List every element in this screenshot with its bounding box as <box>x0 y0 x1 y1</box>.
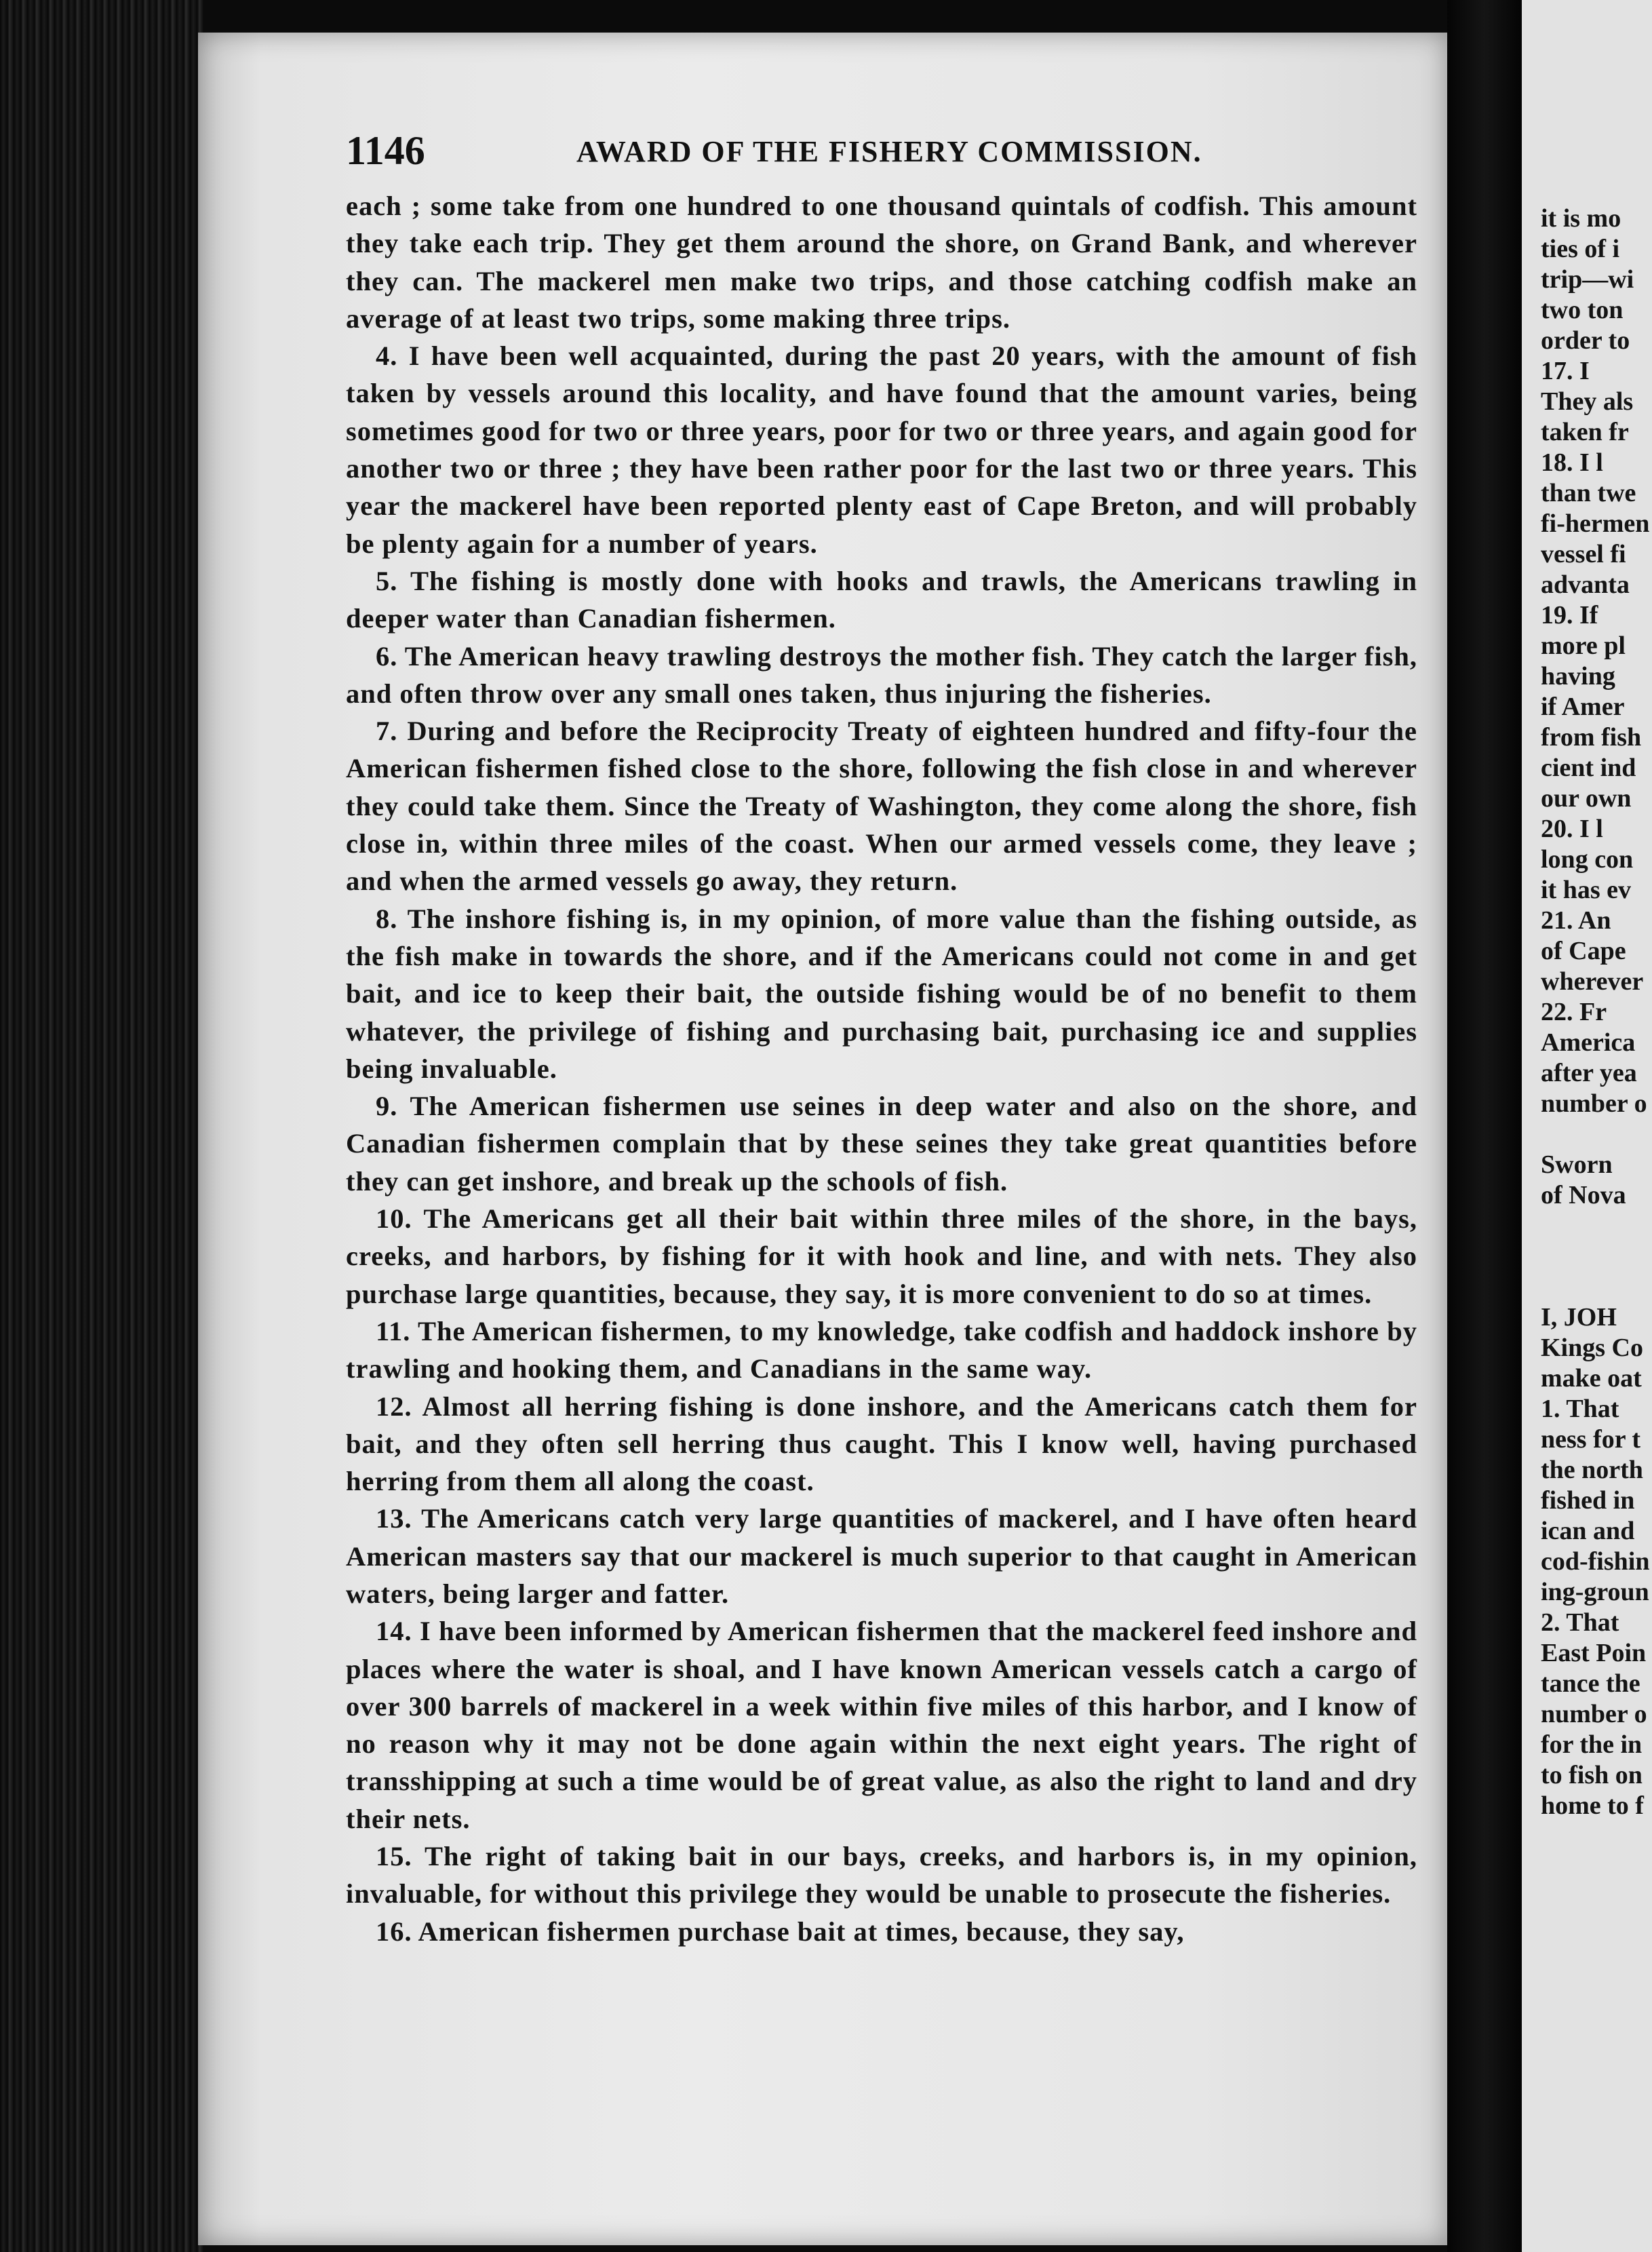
facing-line: 19. If <box>1541 601 1598 629</box>
facing-line: for the in <box>1541 1730 1643 1759</box>
facing-line: ness for t <box>1541 1425 1641 1454</box>
facing-line <box>1541 1119 1652 1150</box>
facing-page-fragment <box>1522 0 1652 2252</box>
facing-line: 21. An <box>1541 906 1611 935</box>
facing-line: tance the <box>1541 1669 1640 1698</box>
facing-page-text <box>1541 203 1652 1821</box>
facing-line: it is mo <box>1541 204 1621 233</box>
paragraph-10: 10. The Americans get all their bait within three miles of the shore, in the bays, creeks, and harbors, by fishing for it with hook and line, and with nets. They also purchase large quantities, because, they say, it is more convenient to do so at times. <box>346 1203 1417 1309</box>
facing-line: number o <box>1541 1700 1647 1728</box>
facing-line: fi-hermen <box>1541 509 1650 538</box>
facing-line: order to <box>1541 326 1630 355</box>
paragraph-5: 5. The fishing is mostly done with hooks and trawls, the Americans trawling in deeper water than Canadian fishermen. <box>346 565 1417 634</box>
facing-line: of Nova <box>1541 1181 1626 1209</box>
book-page <box>198 33 1447 2245</box>
paragraph-6: 6. The American heavy trawling destroys the mother fish. They catch the larger fish, and often throw over any small ones taken, thus injuring the fisheries. <box>346 640 1417 709</box>
facing-line <box>1541 1211 1652 1241</box>
facing-line: after yea <box>1541 1059 1637 1087</box>
facing-line: East Poin <box>1541 1639 1647 1667</box>
paragraph-13: 13. The Americans catch very large quantities of mackerel, and I have often heard American masters say that our mackerel is much superior to that caught in American waters, being larger and fatter. <box>346 1503 1417 1609</box>
facing-line: America <box>1541 1028 1636 1057</box>
facing-line: 20. I l <box>1541 815 1603 843</box>
facing-line: taken fr <box>1541 418 1629 446</box>
facing-line: Sworn <box>1541 1150 1613 1179</box>
facing-line: wherever <box>1541 967 1644 996</box>
facing-line: the north <box>1541 1456 1643 1484</box>
facing-line: They als <box>1541 387 1634 416</box>
facing-line <box>1541 1241 1652 1272</box>
facing-line: ing-groun <box>1541 1578 1649 1606</box>
page-body-text <box>346 187 1417 1950</box>
page-number: 1146 <box>346 128 425 173</box>
facing-line: 2. That <box>1541 1608 1619 1637</box>
facing-line: advanta <box>1541 570 1630 599</box>
running-title: AWARD OF THE FISHERY COMMISSION. <box>576 135 1202 168</box>
facing-line <box>1541 1272 1652 1302</box>
paragraph-12: 12. Almost all herring fishing is done inshore, and the Americans catch them for bait, and they often sell herring thus caught. This I know well, having purchased herring from them all along the coast. <box>346 1391 1417 1497</box>
facing-line: vessel fi <box>1541 540 1626 568</box>
paragraph-7: 7. During and before the Reciprocity Treaty of eighteen hundred and fifty-four the American fishermen fished close to the shore, following the fish close in and wherever they could take them. Since the Treaty of Washington, they come along the shore, fish close in, within three miles of the coast. When our armed vessels come, they leave ; and when the armed vessels go away, they return. <box>346 716 1417 897</box>
paragraph-14: 14. I have been informed by American fishermen that the mackerel feed inshore and places where the water is shoal, and I have known American vessels catch a cargo of over 300 barrels of mackerel in a week within five miles of this harbor, and I know of no reason why it may not be done again within the next eight years. The right of transshipping at such a time would be of great value, as also the right to land and dry their nets. <box>346 1616 1417 1834</box>
paragraph-11: 11. The American fishermen, to my knowledge, take codfish and haddock inshore by trawling and hooking them, and Canadians in the same way. <box>346 1315 1417 1384</box>
facing-line: our own <box>1541 784 1632 813</box>
page-gutter-shadow <box>1447 0 1522 2252</box>
facing-line: trip—wi <box>1541 265 1634 294</box>
facing-line: ican and <box>1541 1517 1635 1545</box>
paragraph-4: 4. I have been well acquainted, during the past 20 years, with the amount of fish taken by vessels around this locality, and have found that the amount varies, being sometimes good for two or three years, poor for two or three years, and again good for another two or three ; they have been rather poor for the last two or three years. This year the mackerel have been reported plenty east of Cape Breton, and will probably be plenty again for a number of years. <box>346 341 1417 559</box>
facing-line: if Amer <box>1541 693 1625 721</box>
facing-line: from fish <box>1541 723 1642 752</box>
facing-line: 22. Fr <box>1541 998 1607 1026</box>
facing-line: number o <box>1541 1089 1647 1118</box>
paragraph-16: 16. American fishermen purchase bait at times, because, they say, <box>376 1916 1185 1947</box>
facing-line: 17. I <box>1541 357 1590 385</box>
facing-line: cient ind <box>1541 754 1636 782</box>
facing-line: 18. I l <box>1541 448 1603 477</box>
facing-line: ties of i <box>1541 235 1620 263</box>
facing-line: more pl <box>1541 632 1626 660</box>
facing-line: of Cape <box>1541 937 1626 965</box>
book-binding-edge <box>0 0 203 2252</box>
facing-line: 1. That <box>1541 1395 1619 1423</box>
facing-line: cod-fishin <box>1541 1547 1650 1576</box>
facing-line: long con <box>1541 845 1634 874</box>
paragraph-9: 9. The American fishermen use seines in deep water and also on the shore, and Canadian fishermen complain that by these seines they take great quantities before they can get inshore, and break up the schools of fish. <box>346 1091 1417 1197</box>
facing-line: two ton <box>1541 296 1624 324</box>
facing-line: Kings Co <box>1541 1334 1643 1362</box>
paragraph-8: 8. The inshore fishing is, in my opinion, of more value than the fishing outside, as the fish make in towards the shore, and if the Americans could not come in and get bait, and ice to keep their bait, the outside fishing would be of no benefit to them whatever, the privilege of fishing and purchasing bait, purchasing ice and supplies being invaluable. <box>346 903 1417 1084</box>
paragraph-15: 15. The right of taking bait in our bays, creeks, and harbors is, in my opinion, invaluable, for without this privilege they would be unable to prosecute the fisheries. <box>346 1841 1417 1909</box>
facing-line: to fish on <box>1541 1761 1643 1789</box>
facing-line: it has ev <box>1541 876 1631 904</box>
page-header <box>346 128 1404 182</box>
facing-line: I, JOH <box>1541 1303 1617 1332</box>
facing-line: having <box>1541 662 1615 691</box>
facing-line: make oat <box>1541 1364 1642 1393</box>
facing-line: home to f <box>1541 1791 1644 1820</box>
facing-line: than twe <box>1541 479 1636 507</box>
facing-line: fished in <box>1541 1486 1635 1515</box>
paragraph-continued: each ; some take from one hundred to one thousand quintals of codfish. This amount they take each trip. They get them around the shore, on Grand Bank, and wherever they can. The mackerel men make two trips, and those catching codfish make an average of at least two trips, some making three trips. <box>346 191 1417 334</box>
